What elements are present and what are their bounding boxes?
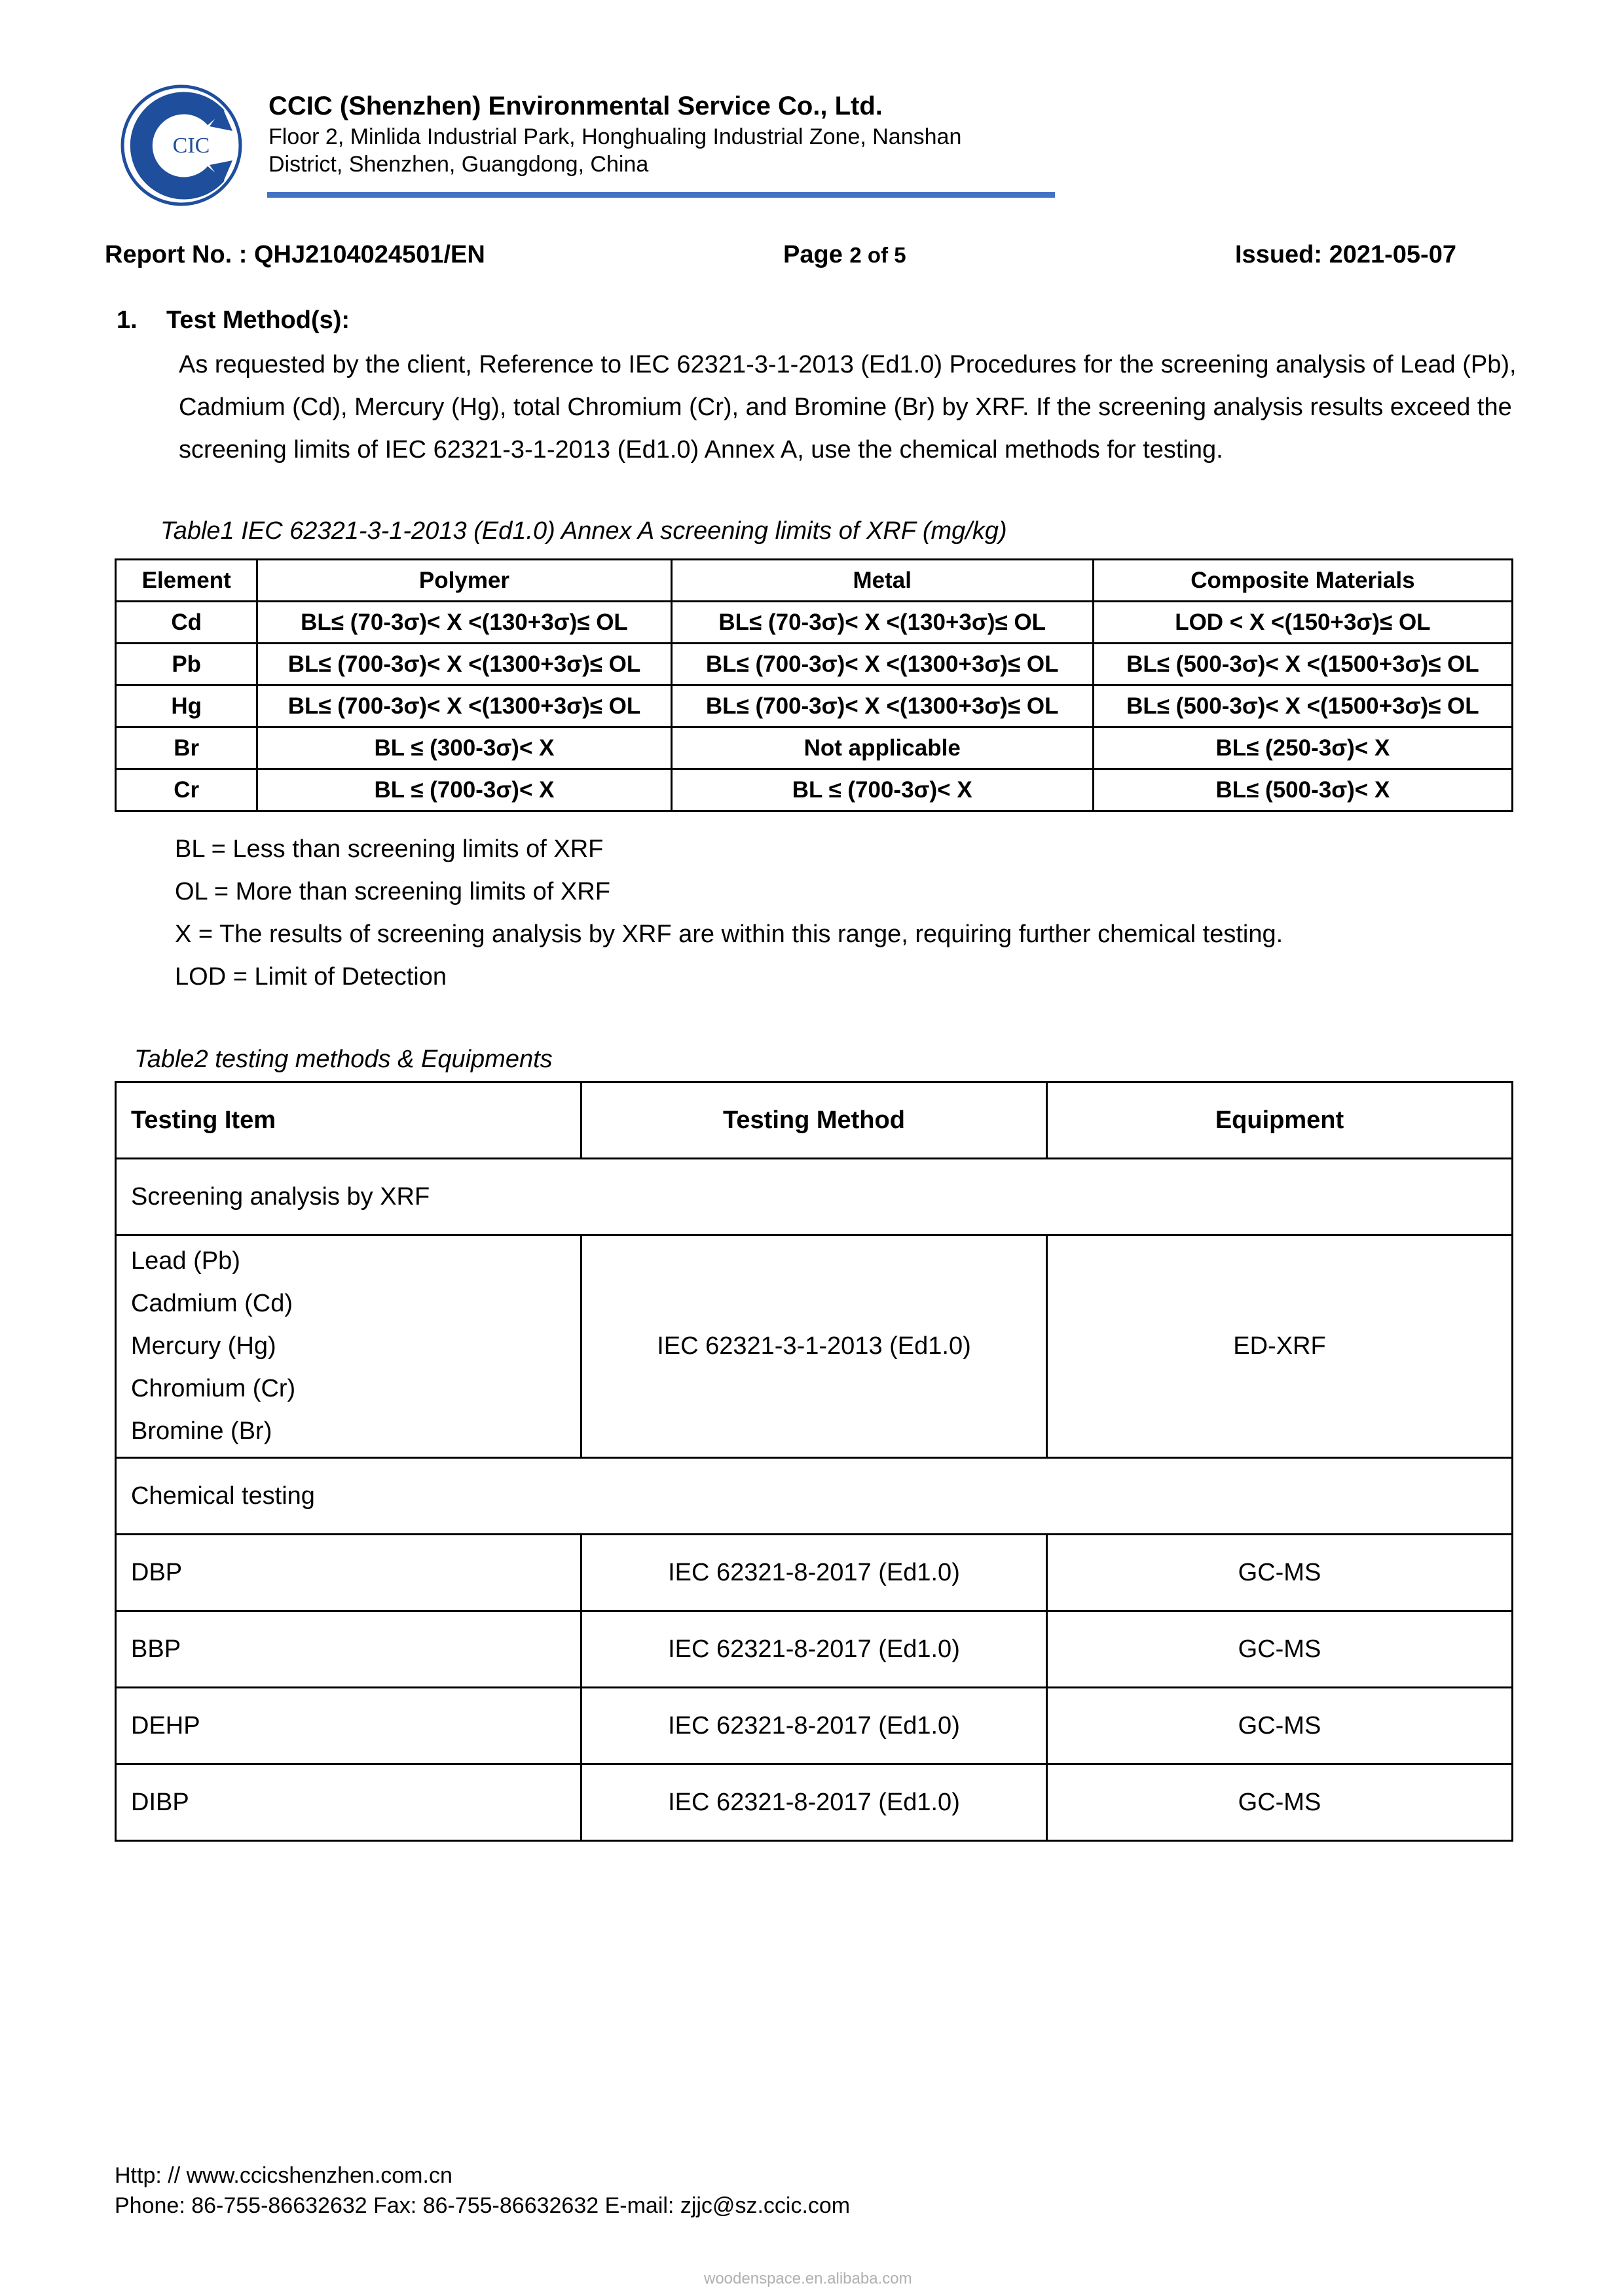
list-item: Mercury (Hg)	[131, 1332, 276, 1360]
header-cell: Element	[116, 560, 257, 602]
section-paragraph: As requested by the client, Reference to IEC 62321-3-1-2013 (Ed1.0) Procedures for the screening analysis of Lead (Pb), Cadmium (Cd), Mercury (Hg), total Chromium (Cr), and Bromine (Br) by XRF. If the screening analysis results exceed the screening limits of IEC 62321-3-1-2013 (Ed1.0) Annex A, use the chemical methods for testing.	[179, 351, 1517, 464]
composite-cell: LOD < X <(150+3σ)≤ OL	[1093, 602, 1512, 644]
table-row	[116, 1688, 1513, 1764]
method-cell: IEC 62321-8-2017 (Ed1.0)	[581, 1611, 1047, 1688]
page-value: 2 of 5	[849, 243, 906, 267]
item-cell: BBP	[116, 1611, 581, 1688]
element-cell: Br	[116, 727, 257, 769]
table1-notes	[175, 828, 1283, 998]
polymer-cell: BL≤ (700-3σ)< X <(1300+3σ)≤ OL	[257, 685, 671, 727]
element-cell: Pb	[116, 644, 257, 685]
screening-limits-table	[115, 558, 1513, 812]
table-row	[116, 685, 1513, 727]
polymer-cell: BL≤ (70-3σ)< X <(130+3σ)≤ OL	[257, 602, 671, 644]
page-label: Page	[783, 241, 843, 268]
polymer-cell: BL≤ (700-3σ)< X <(1300+3σ)≤ OL	[257, 644, 671, 685]
group-row-screening	[116, 1159, 1513, 1235]
metal-cell: BL≤ (70-3σ)< X <(130+3σ)≤ OL	[671, 602, 1093, 644]
item-cell: DBP	[116, 1535, 581, 1611]
header-cell: Polymer	[257, 560, 671, 602]
equipment-cell: GC-MS	[1046, 1611, 1512, 1688]
composite-cell: BL≤ (500-3σ)< X <(1500+3σ)≤ OL	[1093, 685, 1512, 727]
address-line-1: Floor 2, Minlida Industrial Park, Honghualing Industrial Zone, Nanshan	[268, 124, 962, 149]
table-row	[116, 602, 1513, 644]
item-list-cell	[116, 1235, 581, 1458]
composite-cell: BL≤ (500-3σ)< X <(1500+3σ)≤ OL	[1093, 644, 1512, 685]
address-line-2: District, Shenzhen, Guangdong, China	[268, 152, 649, 177]
issued-date: Issued: 2021-05-07	[1235, 241, 1456, 268]
section-number: 1.	[117, 306, 138, 334]
table-row	[116, 769, 1513, 811]
table-header-row	[116, 1082, 1513, 1159]
composite-cell: BL≤ (250-3σ)< X	[1093, 727, 1512, 769]
equipment-cell: GC-MS	[1046, 1764, 1512, 1841]
page-indicator	[783, 241, 906, 269]
equipment-cell: GC-MS	[1046, 1535, 1512, 1611]
element-cell: Cd	[116, 602, 257, 644]
equipment-cell: GC-MS	[1046, 1688, 1512, 1764]
ccic-logo-icon	[118, 82, 246, 210]
table-row	[116, 1764, 1513, 1841]
company-name: CCIC (Shenzhen) Environmental Service Co., Ltd.	[268, 92, 883, 120]
method-cell: IEC 62321-8-2017 (Ed1.0)	[581, 1688, 1047, 1764]
method-cell: IEC 62321-3-1-2013 (Ed1.0)	[581, 1235, 1047, 1458]
footer-contact: Phone: 86-755-86632632 Fax: 86-755-86632632 E-mail: zjjc@sz.ccic.com	[115, 2193, 851, 2218]
metal-cell: Not applicable	[671, 727, 1093, 769]
note-x: X = The results of screening analysis by XRF are within this range, requiring further chemical testing.	[175, 920, 1283, 948]
list-item: Chromium (Cr)	[131, 1375, 296, 1402]
footer-website: Http: // www.ccicshenzhen.com.cn	[115, 2163, 452, 2188]
testing-methods-table	[115, 1081, 1513, 1842]
metal-cell: BL≤ (700-3σ)< X <(1300+3σ)≤ OL	[671, 644, 1093, 685]
header-cell: Composite Materials	[1093, 560, 1512, 602]
table-row	[116, 1235, 1513, 1458]
report-number: Report No. : QHJ2104024501/EN	[105, 241, 485, 268]
section-title: Test Method(s):	[166, 306, 350, 334]
equipment-cell: ED-XRF	[1046, 1235, 1512, 1458]
header-cell: Metal	[671, 560, 1093, 602]
polymer-cell: BL ≤ (300-3σ)< X	[257, 727, 671, 769]
company-address	[268, 123, 961, 178]
method-cell: IEC 62321-8-2017 (Ed1.0)	[581, 1764, 1047, 1841]
svg-text:CIC: CIC	[172, 134, 210, 158]
page-footer	[115, 2160, 850, 2221]
group-label: Chemical testing	[116, 1458, 1513, 1535]
section-heading	[117, 306, 350, 335]
element-cell: Hg	[116, 685, 257, 727]
ccic-logo	[118, 82, 246, 210]
list-item: Lead (Pb)	[131, 1247, 240, 1275]
polymer-cell: BL ≤ (700-3σ)< X	[257, 769, 671, 811]
header-cell: Equipment	[1046, 1082, 1512, 1159]
item-cell: DEHP	[116, 1688, 581, 1764]
table-row	[116, 644, 1513, 685]
metal-cell: BL≤ (700-3σ)< X <(1300+3σ)≤ OL	[671, 685, 1093, 727]
table-header-row	[116, 560, 1513, 602]
group-label: Screening analysis by XRF	[116, 1159, 1513, 1235]
element-cell: Cr	[116, 769, 257, 811]
item-cell: DIBP	[116, 1764, 581, 1841]
metal-cell: BL ≤ (700-3σ)< X	[671, 769, 1093, 811]
header-divider	[267, 192, 1055, 198]
list-item: Cadmium (Cd)	[131, 1290, 293, 1317]
watermark: woodenspace.en.alibaba.com	[704, 2270, 912, 2287]
note-lod: LOD = Limit of Detection	[175, 963, 447, 991]
list-item: Bromine (Br)	[131, 1417, 272, 1445]
table1-caption: Table1 IEC 62321-3-1-2013 (Ed1.0) Annex A screening limits of XRF (mg/kg)	[160, 517, 1007, 545]
table-row	[116, 727, 1513, 769]
table2-caption: Table2 testing methods & Equipments	[134, 1046, 553, 1073]
table-row	[116, 1611, 1513, 1688]
header-cell: Testing Item	[116, 1082, 581, 1159]
method-cell: IEC 62321-8-2017 (Ed1.0)	[581, 1535, 1047, 1611]
note-ol: OL = More than screening limits of XRF	[175, 878, 610, 905]
note-bl: BL = Less than screening limits of XRF	[175, 835, 604, 863]
composite-cell: BL≤ (500-3σ)< X	[1093, 769, 1512, 811]
header-cell: Testing Method	[581, 1082, 1047, 1159]
table-row	[116, 1535, 1513, 1611]
group-row-chemical	[116, 1458, 1513, 1535]
